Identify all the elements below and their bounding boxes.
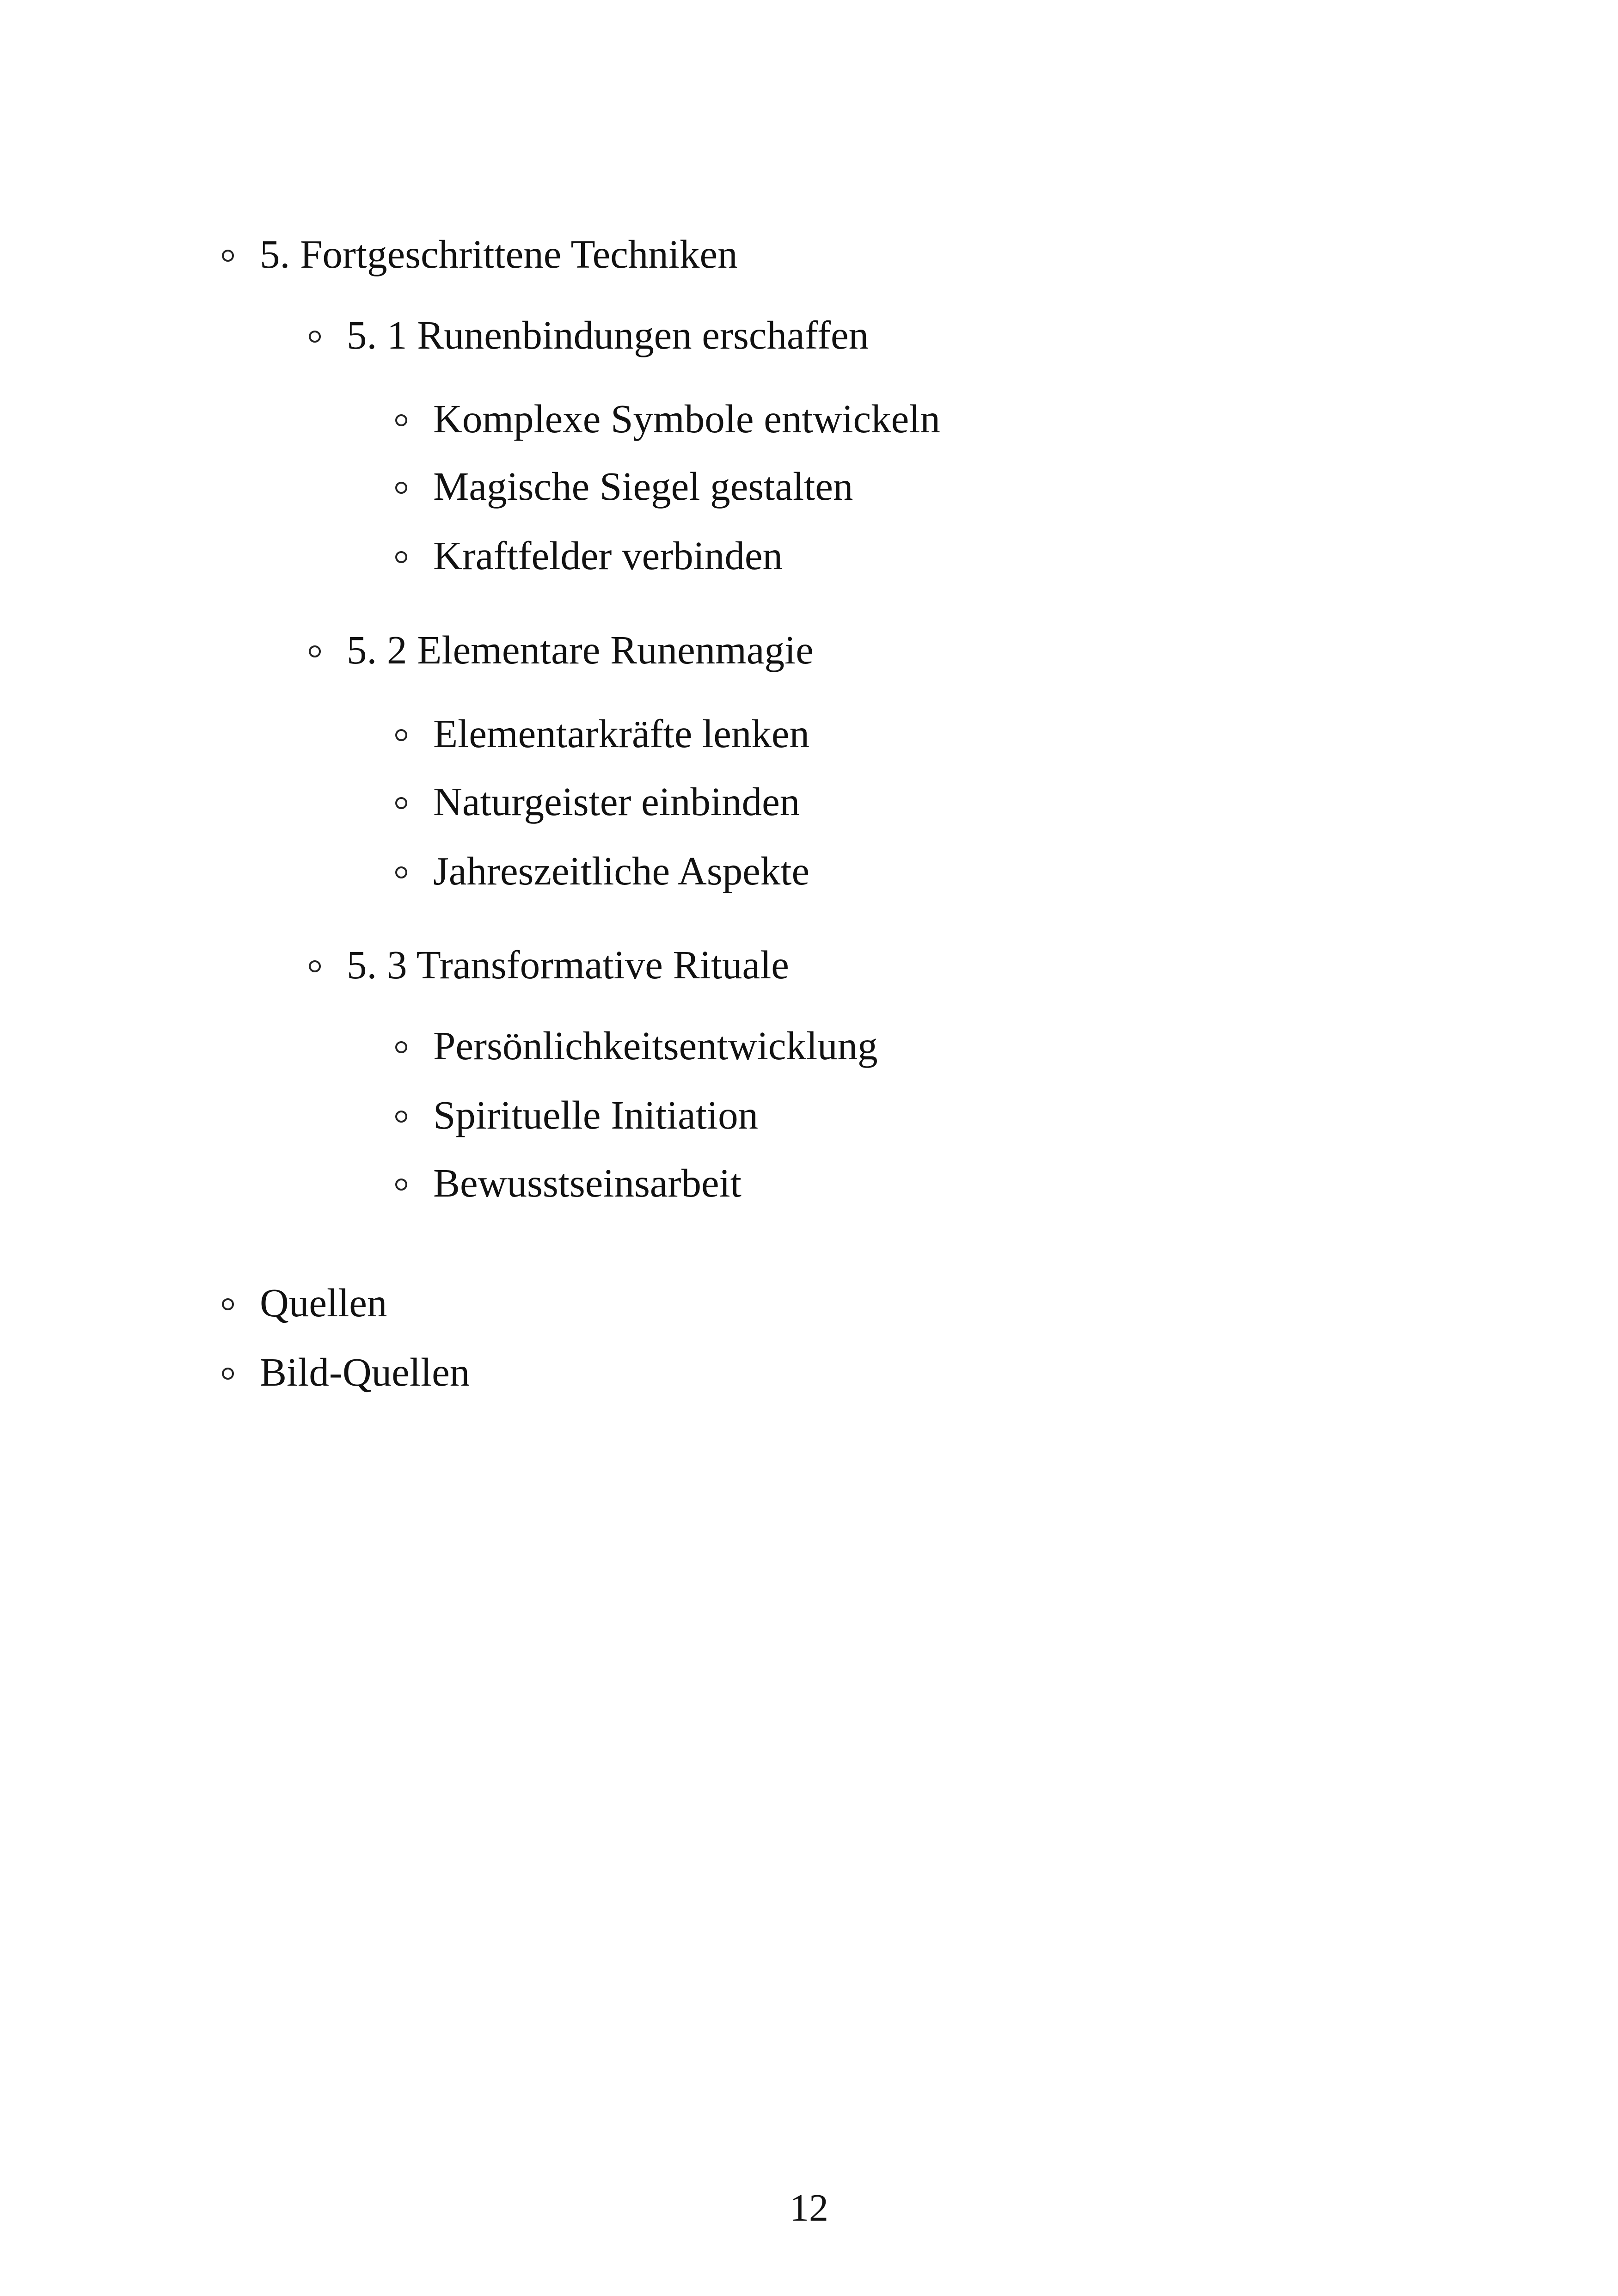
circle-bullet-icon	[395, 482, 407, 494]
toc-entry-label: Jahreszeitliche Aspekte	[433, 848, 810, 893]
page-number: 12	[790, 2186, 828, 2229]
circle-bullet-icon	[309, 960, 321, 972]
circle-bullet-icon	[395, 1041, 407, 1053]
toc-entry-label: Spirituelle Initiation	[433, 1093, 759, 1137]
circle-bullet-icon	[222, 1298, 234, 1310]
circle-bullet-icon	[395, 729, 407, 741]
toc-entry-label: Kraftfelder verbinden	[433, 533, 783, 578]
toc-entry-label: 5. 2 Elementare Runenmagie	[347, 627, 814, 672]
circle-bullet-icon	[395, 1111, 407, 1123]
circle-bullet-icon	[395, 1179, 407, 1191]
circle-bullet-icon	[395, 866, 407, 878]
circle-bullet-icon	[395, 414, 407, 426]
toc-entry-label: Quellen	[260, 1280, 387, 1325]
toc-entry-label: 5. Fortgeschrittene Techniken	[260, 232, 738, 276]
circle-bullet-icon	[309, 331, 321, 343]
circle-bullet-icon	[309, 645, 321, 657]
toc-entry-label: 5. 3 Transformative Rituale	[347, 942, 789, 987]
circle-bullet-icon	[222, 250, 234, 262]
circle-bullet-icon	[222, 1368, 234, 1380]
toc-entry-label: Bewusstseinsarbeit	[433, 1160, 742, 1205]
toc-entry-label: Naturgeister einbinden	[433, 779, 800, 824]
toc-entry-label: Persönlichkeitsentwicklung	[433, 1023, 878, 1068]
toc-entry-label: Komplexe Symbole entwickeln	[433, 396, 940, 441]
toc-entry-label: Elementarkräfte lenken	[433, 711, 809, 756]
toc-entry-label: Magische Siegel gestalten	[433, 464, 853, 509]
circle-bullet-icon	[395, 551, 407, 563]
toc-entry-label: Bild-Quellen	[260, 1350, 470, 1394]
toc-entry-label: 5. 1 Runenbindungen erschaffen	[347, 313, 869, 357]
circle-bullet-icon	[395, 797, 407, 809]
